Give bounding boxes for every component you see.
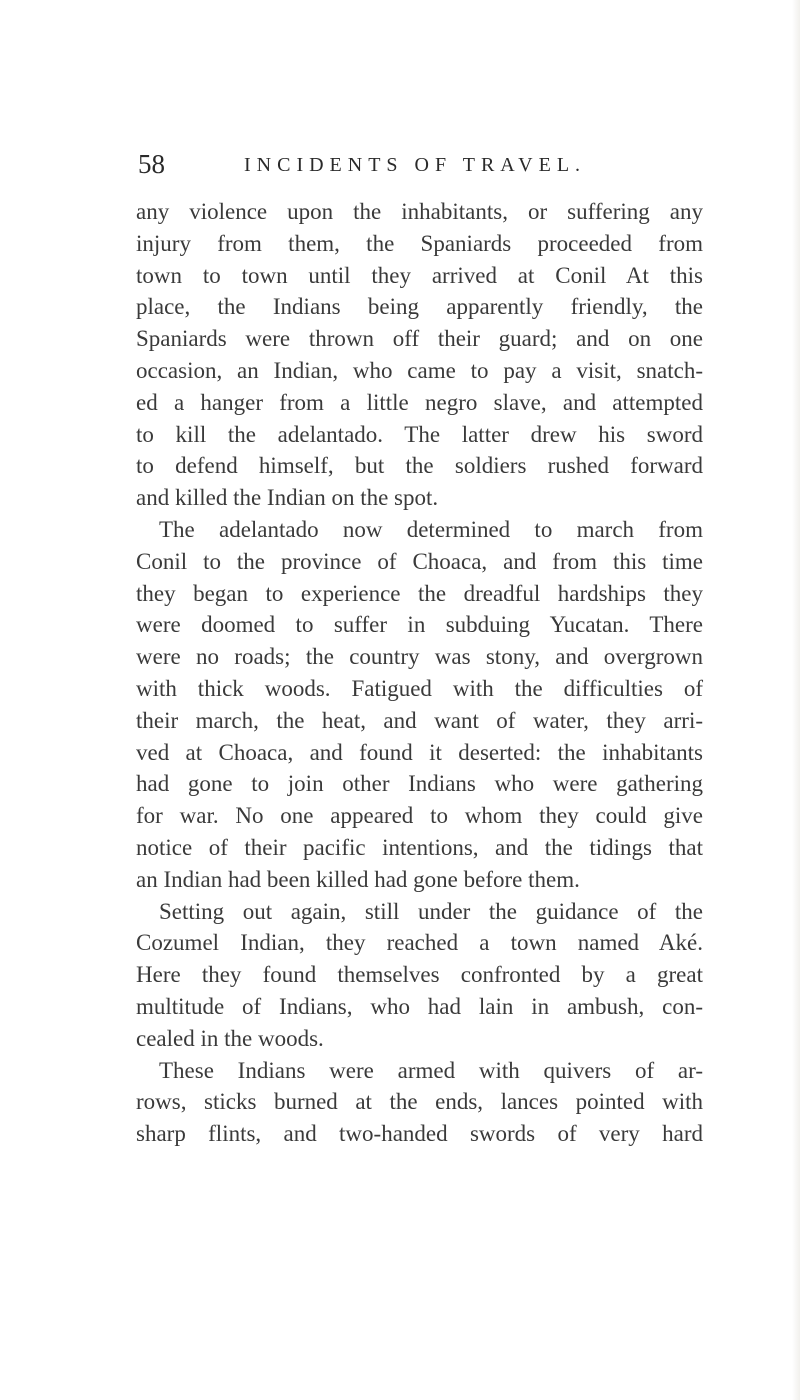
text-line: an Indian had been killed had gone before them. <box>136 866 580 892</box>
text-line: town to town until they arrived at Conil At this <box>136 262 703 288</box>
page-number: 58 <box>138 149 165 179</box>
text-line: occasion, an Indian, who came to pay a visit, snatch- <box>136 357 703 383</box>
text-line: Conil to the province of Choaca, and from this time <box>136 548 703 574</box>
body-text <box>136 196 703 1150</box>
text-line: rows, sticks burned at the ends, lances pointed with <box>136 1089 703 1115</box>
text-line: Here they found themselves confronted by a great <box>136 962 703 988</box>
text-line: to kill the adelantado. The latter drew his sword <box>136 421 703 447</box>
text-line: with thick woods. Fatigued with the difficulties of <box>136 675 703 701</box>
text-line: any violence upon the inhabitants, or suffering any <box>136 199 703 224</box>
text-line: ed a hanger from a little negro slave, and attempted <box>136 389 703 415</box>
text-line: cealed in the woods. <box>136 1025 324 1051</box>
text-line: for war. No one appeared to whom they could give <box>136 803 703 829</box>
text-line: had gone to join other Indians who were gathering <box>136 771 703 797</box>
text-line: were doomed to suffer in subduing Yucatan. There <box>136 612 703 638</box>
text-line: ved at Choaca, and found it deserted: the inhabitants <box>136 739 703 765</box>
text-line: to defend himself, but the soldiers rushed forward <box>136 453 703 479</box>
running-head: INCIDENTS OF TRAVEL. <box>244 154 587 176</box>
text-line: Cozumel Indian, they reached a town named Aké. <box>136 930 703 956</box>
text-line: their march, the heat, and want of water, they arri- <box>136 707 703 733</box>
text-line: notice of their pacific intentions, and the tidings that <box>136 834 703 860</box>
text-line: The adelantado now determined to march from <box>159 516 703 542</box>
text-line: sharp flints, and two-handed swords of very hard <box>136 1121 703 1147</box>
page-header <box>138 148 698 188</box>
text-line: injury from them, the Spaniards proceeded from <box>136 230 703 256</box>
text-line: These Indians were armed with quivers of ar- <box>159 1057 703 1083</box>
text-line: place, the Indians being apparently friendly, the <box>136 294 703 320</box>
text-line: and killed the Indian on the spot. <box>136 485 439 511</box>
text-line: Setting out again, still under the guidance of the <box>159 898 703 924</box>
text-line: were no roads; the country was stony, and overgrown <box>136 644 703 670</box>
text-line: Spaniards were thrown off their guard; and on one <box>136 326 703 352</box>
page-edge <box>792 0 800 1400</box>
text-line: multitude of Indians, who had lain in ambush, con- <box>136 993 703 1019</box>
text-line: they began to experience the dreadful hardships they <box>136 580 703 606</box>
